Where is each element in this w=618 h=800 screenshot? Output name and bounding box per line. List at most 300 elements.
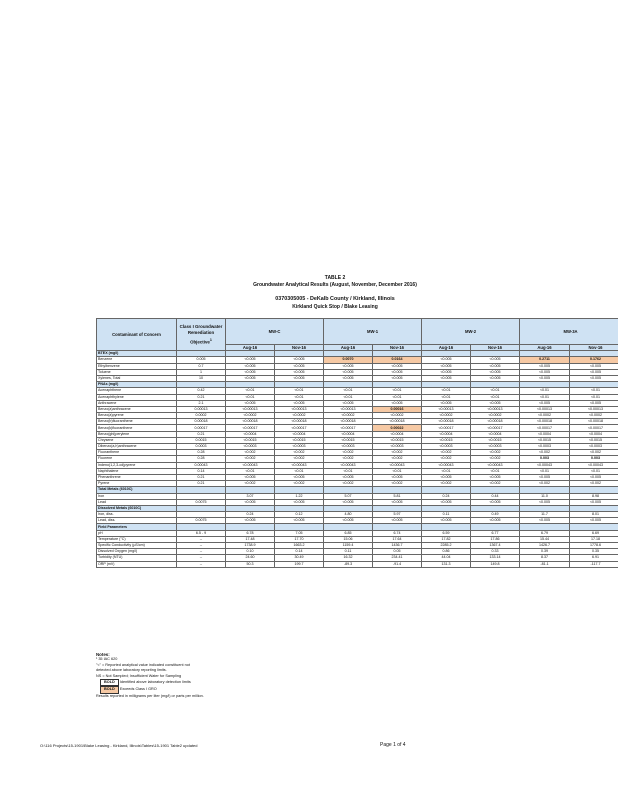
result-cell: <0.002 xyxy=(422,481,471,487)
result-cell: <0.0015 xyxy=(275,437,324,443)
result-cell: 6.59 xyxy=(422,530,471,536)
result-cell: <0.0004 xyxy=(422,431,471,437)
result-cell: <0.005 xyxy=(422,375,471,381)
result-cell: <0.0002 xyxy=(471,413,520,419)
result-cell: <0.00043 xyxy=(324,462,373,468)
result-cell: <0.005 xyxy=(570,499,618,505)
result-cell: <0.005 xyxy=(275,369,324,375)
objective-value: 0.0075 xyxy=(177,518,226,524)
objective-value: 0.14 xyxy=(177,468,226,474)
date-header: Aug-16 xyxy=(520,345,570,351)
page-number: Page 1 of 4 xyxy=(380,742,406,748)
contaminant-name: Benzo(ghi)perylene xyxy=(97,431,177,437)
result-cell: <0.00017 xyxy=(324,425,373,431)
result-cell: 8.01 xyxy=(570,512,618,518)
result-cell: <0.005 xyxy=(373,363,422,369)
result-cell: <0.0015 xyxy=(422,437,471,443)
result-cell: <0.0004 xyxy=(373,431,422,437)
result-cell: <0.00043 xyxy=(373,462,422,468)
result-cell: <0.00043 xyxy=(275,462,324,468)
result-cell: <0.005 xyxy=(471,499,520,505)
result-cell: <0.00017 xyxy=(520,425,570,431)
result-cell: <0.00017 xyxy=(570,425,618,431)
objective-value: -- xyxy=(177,543,226,549)
note-line: "<" = Reported analytical value indicated constituent not xyxy=(96,662,190,667)
result-cell: 0.12 xyxy=(275,512,324,518)
contaminant-name: Iron, diss. xyxy=(97,512,177,518)
result-cell: 2285.2 xyxy=(422,543,471,549)
contaminant-name: Pyrene xyxy=(97,481,177,487)
result-cell: <0.005 xyxy=(422,499,471,505)
notes-block xyxy=(96,652,204,699)
section-label: Total Metals (6010C) xyxy=(97,487,177,493)
result-cell: 17.70 xyxy=(275,536,324,542)
result-cell: <0.01 xyxy=(520,388,570,394)
result-cell: 0.0070 xyxy=(324,357,373,363)
result-cell: <0.002 xyxy=(570,481,618,487)
result-cell: 6.79 xyxy=(520,530,570,536)
result-cell: <0.005 xyxy=(471,363,520,369)
result-cell: <0.005 xyxy=(520,375,570,381)
result-cell: -117.7 xyxy=(570,561,618,567)
result-cell: <0.0015 xyxy=(570,437,618,443)
result-cell: <0.00013 xyxy=(570,406,618,412)
contaminant-name: Benzo(k)fluoranthene xyxy=(97,425,177,431)
result-cell: <0.00018 xyxy=(422,419,471,425)
result-cell: <0.005 xyxy=(520,369,570,375)
well-header-mw-c: MW-C xyxy=(226,319,324,345)
result-cell: <0.005 xyxy=(520,499,570,505)
date-header: Nov-16 xyxy=(570,345,618,351)
result-cell: <0.005 xyxy=(275,499,324,505)
contaminant-name: Dissolved Oxygen (mg/l) xyxy=(97,549,177,555)
result-cell: 11.0 xyxy=(520,493,570,499)
result-cell: <0.005 xyxy=(520,400,570,406)
result-cell: 17.48 xyxy=(226,536,275,542)
section-label: Dissolved Metals (6010C) xyxy=(97,505,177,511)
result-cell: 1436.7 xyxy=(373,543,422,549)
result-cell: <0.01 xyxy=(324,394,373,400)
result-cell: <0.005 xyxy=(373,499,422,505)
contaminant-name: Benzo(a)pyrene xyxy=(97,413,177,419)
result-cell: <0.00018 xyxy=(226,419,275,425)
result-cell: 234.41 xyxy=(373,555,422,561)
site-id: 0370305005 - DeKalb County / Kirkland, Illinois xyxy=(275,296,395,302)
result-cell: 24.60 xyxy=(226,555,275,561)
result-cell: <0.005 xyxy=(275,363,324,369)
objective-value: 0.00043 xyxy=(177,462,226,468)
result-cell: <0.01 xyxy=(324,468,373,474)
result-cell: <0.0002 xyxy=(324,413,373,419)
result-cell: 0.003 xyxy=(570,456,618,462)
result-cell: <0.00018 xyxy=(373,419,422,425)
result-cell: <0.00013 xyxy=(422,406,471,412)
result-cell: 15.06 xyxy=(324,536,373,542)
note-line: NS = Not Sampled; Insufficient Water for Sampling xyxy=(96,673,182,678)
objective-value: 6.5 - 9 xyxy=(177,530,226,536)
contaminant-header: Contaminant of Concern xyxy=(97,319,177,351)
result-cell: <0.0004 xyxy=(275,431,324,437)
table-row xyxy=(97,561,618,567)
result-cell: <0.005 xyxy=(471,518,520,524)
result-cell: 0.00016 xyxy=(373,406,422,412)
result-cell: <0.002 xyxy=(471,456,520,462)
result-cell: <0.01 xyxy=(520,394,570,400)
objective-value: 0.7 xyxy=(177,363,226,369)
result-cell: <0.005 xyxy=(570,363,618,369)
result-cell: 17.18 xyxy=(570,536,618,542)
objective-value: 0.00013 xyxy=(177,406,226,412)
result-cell: <0.005 xyxy=(422,363,471,369)
objective-header: Class I Groundwater Remediation Objective$^1$ xyxy=(177,319,226,351)
result-cell: <0.01 xyxy=(226,468,275,474)
contaminant-name: Chrysene xyxy=(97,437,177,443)
contaminant-name: Fluorene xyxy=(97,456,177,462)
result-cell: <0.005 xyxy=(373,518,422,524)
result-cell: 6.85 xyxy=(324,530,373,536)
result-cell: 0.14 xyxy=(275,549,324,555)
contaminant-name: Xylenes, Total xyxy=(97,375,177,381)
contaminant-name: Phenanthrene xyxy=(97,474,177,480)
result-cell: <0.005 xyxy=(422,369,471,375)
note-line: ¹ 35 IAC 620 xyxy=(96,657,118,662)
result-cell: 0.1762 xyxy=(570,357,618,363)
result-cell: <0.005 xyxy=(324,375,373,381)
result-cell: <0.01 xyxy=(422,388,471,394)
result-cell: <0.01 xyxy=(471,394,520,400)
objective-value: 0.21 xyxy=(177,481,226,487)
contaminant-name: pH xyxy=(97,530,177,536)
result-cell: 16.32 xyxy=(324,555,373,561)
result-cell: -89.3 xyxy=(324,561,373,567)
notes-title: Notes: xyxy=(96,652,110,657)
result-cell: <0.01 xyxy=(275,394,324,400)
result-cell: <0.0002 xyxy=(570,413,618,419)
result-cell: 50.3 xyxy=(226,561,275,567)
result-cell: 6.74 xyxy=(373,530,422,536)
date-header: Nov-16 xyxy=(373,345,422,351)
result-cell: 6.69 xyxy=(570,530,618,536)
well-header-mw-2: MW-2 xyxy=(422,319,520,345)
date-header: Nov-16 xyxy=(275,345,324,351)
objective-value: -- xyxy=(177,536,226,542)
result-cell: 0.35 xyxy=(570,549,618,555)
result-cell: <0.0015 xyxy=(324,437,373,443)
result-cell: 7.05 xyxy=(275,530,324,536)
result-cell: <0.00013 xyxy=(324,406,373,412)
result-cell: <0.01 xyxy=(570,468,618,474)
result-cell: <0.002 xyxy=(226,450,275,456)
objective-value: 0.00017 xyxy=(177,425,226,431)
result-cell: 5.97 xyxy=(373,512,422,518)
result-cell: <0.005 xyxy=(520,474,570,480)
result-cell: <0.005 xyxy=(471,357,520,363)
result-cell: <0.0004 xyxy=(570,431,618,437)
contaminant-name: Temperature (°C) xyxy=(97,536,177,542)
contaminant-name: Specific Conductivity (µS/cm) xyxy=(97,543,177,549)
result-cell: <0.0003 xyxy=(324,444,373,450)
highlight-key: BOLD xyxy=(100,686,119,693)
bold-key: BOLD xyxy=(100,679,119,686)
objective-value: 0.0003 xyxy=(177,444,226,450)
result-cell: <0.005 xyxy=(570,369,618,375)
result-cell: <0.005 xyxy=(520,518,570,524)
site-name: Kirkland Quick Stop / Blake Leasing xyxy=(292,304,378,310)
result-cell: <0.00018 xyxy=(520,419,570,425)
result-cell: 1.22 xyxy=(275,493,324,499)
result-cell: <0.002 xyxy=(520,450,570,456)
table-number: TABLE 2 xyxy=(324,275,346,281)
result-cell: 0.86 xyxy=(422,549,471,555)
highlight-desc: Exceeds Class I GRO xyxy=(119,687,157,692)
result-cell: <0.005 xyxy=(226,363,275,369)
result-cell: <0.002 xyxy=(373,450,422,456)
result-cell: <0.005 xyxy=(275,375,324,381)
result-cell: 1367.4 xyxy=(471,543,520,549)
result-cell: <0.005 xyxy=(275,474,324,480)
result-cell: <0.0015 xyxy=(373,437,422,443)
result-cell: 1426.7 xyxy=(520,543,570,549)
result-cell: <0.005 xyxy=(422,400,471,406)
result-cell: <0.0004 xyxy=(324,431,373,437)
result-cell: 0.2711 xyxy=(520,357,570,363)
result-cell: <0.005 xyxy=(324,499,373,505)
result-cell: <0.00018 xyxy=(324,419,373,425)
objective-value: 0.21 xyxy=(177,474,226,480)
result-cell: 0.11 xyxy=(324,549,373,555)
result-cell: 1738.9 xyxy=(226,543,275,549)
result-cell: <0.002 xyxy=(226,481,275,487)
objective-value: 0.21 xyxy=(177,394,226,400)
result-cell: <0.00013 xyxy=(275,406,324,412)
result-cell: 15.44 xyxy=(520,536,570,542)
result-cell: 0.33 xyxy=(471,549,520,555)
result-cell: <0.0004 xyxy=(226,431,275,437)
result-cell: 6.77 xyxy=(471,530,520,536)
result-cell: <0.005 xyxy=(226,369,275,375)
result-cell: 149.8 xyxy=(471,561,520,567)
result-cell: <0.005 xyxy=(226,499,275,505)
result-cell: 0.49 xyxy=(471,512,520,518)
objective-value: -- xyxy=(177,549,226,555)
result-cell: <0.005 xyxy=(275,400,324,406)
result-cell: <0.005 xyxy=(471,369,520,375)
result-cell: 17.82 xyxy=(422,536,471,542)
contaminant-name: Benzene xyxy=(97,357,177,363)
result-cell: <0.005 xyxy=(226,474,275,480)
result-cell: 3.07 xyxy=(226,493,275,499)
result-cell: 0.24 xyxy=(226,512,275,518)
objective-value: 0.0015 xyxy=(177,437,226,443)
result-cell: <0.005 xyxy=(226,357,275,363)
result-cell: <0.005 xyxy=(422,518,471,524)
result-cell: <0.01 xyxy=(324,388,373,394)
result-cell: <0.00017 xyxy=(275,425,324,431)
result-cell: <0.005 xyxy=(373,400,422,406)
result-cell: 8.37 xyxy=(520,555,570,561)
result-cell: <0.0004 xyxy=(471,431,520,437)
objective-value: -- xyxy=(177,561,226,567)
result-cell: <0.005 xyxy=(570,518,618,524)
result-cell: <0.005 xyxy=(324,400,373,406)
result-cell: <0.002 xyxy=(422,450,471,456)
table-title: Groundwater Analytical Results (August, November, December 2016) xyxy=(253,282,417,288)
contaminant-name: Fluoranthene xyxy=(97,450,177,456)
result-cell: <0.01 xyxy=(275,468,324,474)
objective-value: 2.1 xyxy=(177,400,226,406)
result-cell: <0.002 xyxy=(373,481,422,487)
result-cell: 131.3 xyxy=(422,561,471,567)
result-cell: <0.0003 xyxy=(520,444,570,450)
contaminant-name: Acenaphthene xyxy=(97,388,177,394)
result-cell: <0.005 xyxy=(422,474,471,480)
result-cell: <0.005 xyxy=(275,357,324,363)
result-cell: 5.81 xyxy=(373,493,422,499)
result-cell: 0.0164 xyxy=(373,357,422,363)
contaminant-name: Iron xyxy=(97,493,177,499)
result-cell: <0.0003 xyxy=(471,444,520,450)
result-cell: <0.00018 xyxy=(570,419,618,425)
result-cell: <0.0003 xyxy=(373,444,422,450)
result-cell: <0.0002 xyxy=(422,413,471,419)
section-label: Field Parameters xyxy=(97,524,177,530)
result-cell: 5.07 xyxy=(324,493,373,499)
result-cell: <0.002 xyxy=(520,481,570,487)
contaminant-name: Benzo(b)fluoranthene xyxy=(97,419,177,425)
result-cell: 1778.6 xyxy=(570,543,618,549)
result-cell: <0.002 xyxy=(324,456,373,462)
result-cell: -91.4 xyxy=(373,561,422,567)
result-cell: <0.005 xyxy=(324,369,373,375)
result-cell: <0.002 xyxy=(422,456,471,462)
result-cell: <0.005 xyxy=(324,363,373,369)
result-cell: 17.64 xyxy=(373,536,422,542)
result-cell: <0.01 xyxy=(520,468,570,474)
result-cell: <0.005 xyxy=(570,474,618,480)
result-cell: <0.00043 xyxy=(422,462,471,468)
result-cell: <0.00013 xyxy=(471,406,520,412)
result-cell: 0.05 xyxy=(373,549,422,555)
result-cell: <0.01 xyxy=(570,388,618,394)
result-cell: <0.005 xyxy=(226,518,275,524)
result-cell: <0.00043 xyxy=(570,462,618,468)
well-header-mw-3a: MW-3A xyxy=(520,319,618,345)
result-cell: <0.01 xyxy=(373,394,422,400)
contaminant-name: Lead, diss. xyxy=(97,518,177,524)
result-cell: <0.01 xyxy=(373,388,422,394)
result-cell: <0.002 xyxy=(324,481,373,487)
result-cell: <0.002 xyxy=(226,456,275,462)
date-header: Nov-16 xyxy=(471,345,520,351)
result-cell: 0.003 xyxy=(520,456,570,462)
result-cell: <0.002 xyxy=(471,450,520,456)
result-cell: 30.49 xyxy=(275,555,324,561)
results-note: Results reported in milligrams per liter (mg/l) or parts per million. xyxy=(96,693,204,698)
result-cell: <0.005 xyxy=(373,474,422,480)
objective-value: 0.21 xyxy=(177,431,226,437)
result-cell: <0.005 xyxy=(471,400,520,406)
contaminant-name: Benzo(a)anthracene xyxy=(97,406,177,412)
result-cell: <0.005 xyxy=(422,357,471,363)
contaminant-name: Dibenzo(a,h)anthracene xyxy=(97,444,177,450)
objective-value: 1 xyxy=(177,369,226,375)
contaminant-name: Anthracene xyxy=(97,400,177,406)
result-cell: <0.0002 xyxy=(373,413,422,419)
result-cell: <0.00018 xyxy=(471,419,520,425)
result-cell: <0.00043 xyxy=(520,462,570,468)
result-cell: <0.00018 xyxy=(275,419,324,425)
result-cell: <0.01 xyxy=(226,388,275,394)
contaminant-name: Naphthalene xyxy=(97,468,177,474)
result-cell: <0.01 xyxy=(422,468,471,474)
result-cell: <0.005 xyxy=(226,375,275,381)
objective-value: 0.005 xyxy=(177,357,226,363)
date-header: Aug-16 xyxy=(324,345,373,351)
result-cell: <0.00013 xyxy=(226,406,275,412)
result-cell: <0.0002 xyxy=(226,413,275,419)
result-cell: 11.7 xyxy=(520,512,570,518)
result-cell: <0.005 xyxy=(570,400,618,406)
result-cell: <0.005 xyxy=(275,518,324,524)
result-cell: <0.01 xyxy=(226,394,275,400)
contaminant-name: Lead xyxy=(97,499,177,505)
result-cell: <0.00017 xyxy=(471,425,520,431)
result-cell: <0.005 xyxy=(373,375,422,381)
objective-value: 10 xyxy=(177,375,226,381)
result-cell: 199.7 xyxy=(275,561,324,567)
result-cell: 0.39 xyxy=(520,549,570,555)
result-cell: <0.00043 xyxy=(471,462,520,468)
result-cell: <0.01 xyxy=(471,388,520,394)
result-cell: <0.005 xyxy=(373,369,422,375)
section-label: BTEX (mg/l) xyxy=(97,351,177,357)
note-bold-legend xyxy=(96,679,204,686)
objective-value: 0.0075 xyxy=(177,499,226,505)
result-cell: 0.24 xyxy=(422,493,471,499)
contaminant-name: Turbidity (NTU) xyxy=(97,555,177,561)
footer-path: O:\116 Projects\15-1901\Blake Leasing - Kirkland, Illinois\Tables\15-1901 Table2 updated xyxy=(40,743,198,748)
result-cell: <0.0015 xyxy=(520,437,570,443)
date-header: Aug-16 xyxy=(422,345,471,351)
result-cell: 0.10 xyxy=(226,549,275,555)
result-cell: 6.91 xyxy=(570,555,618,561)
note-line: detected above laboratory reporting limits. xyxy=(96,668,167,673)
result-cell: <0.01 xyxy=(373,468,422,474)
well-header-mw-1: MW-1 xyxy=(324,319,422,345)
result-cell: <0.002 xyxy=(570,450,618,456)
bold-desc: Identified above laboratory detection limits xyxy=(119,680,191,685)
date-header: Aug-16 xyxy=(226,345,275,351)
result-cell: <0.005 xyxy=(471,375,520,381)
contaminant-name: Toluene xyxy=(97,369,177,375)
objective-value: 0.42 xyxy=(177,388,226,394)
result-cell: <0.0003 xyxy=(275,444,324,450)
result-cell: -81.1 xyxy=(520,561,570,567)
result-cell: <0.0015 xyxy=(471,437,520,443)
result-cell: <0.0003 xyxy=(226,444,275,450)
result-cell: <0.005 xyxy=(520,363,570,369)
section-label: PNAs (mg/l) xyxy=(97,382,177,388)
results-table xyxy=(96,318,618,568)
result-cell: <0.01 xyxy=(275,388,324,394)
result-cell: <0.005 xyxy=(324,474,373,480)
result-cell: <0.01 xyxy=(422,394,471,400)
result-cell: <0.00017 xyxy=(422,425,471,431)
result-cell: <0.0002 xyxy=(520,413,570,419)
result-cell: <0.01 xyxy=(471,468,520,474)
contaminant-name: Indeno(1,2,3-cd)pyrene xyxy=(97,462,177,468)
objective-value: 0.28 xyxy=(177,450,226,456)
